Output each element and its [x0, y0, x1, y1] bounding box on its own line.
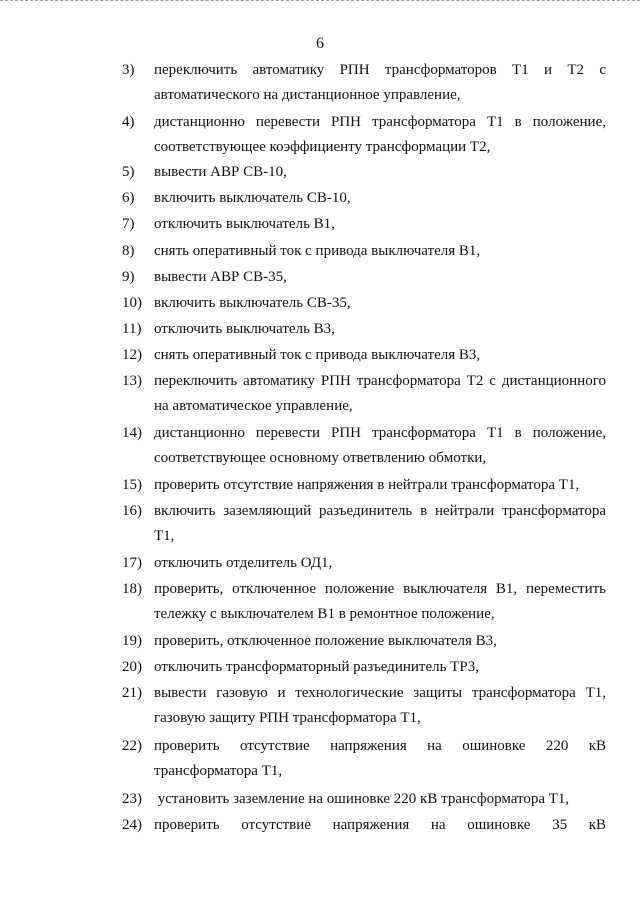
item-number: 24): [122, 817, 142, 833]
item-number: 3): [122, 62, 135, 78]
item-number: 8): [122, 243, 135, 259]
item-number: 12): [122, 347, 142, 363]
item-number: 7): [122, 216, 135, 232]
item-text-line: отключить трансформаторный разъединитель ТР3,: [154, 659, 479, 675]
item-text-line: Т1,: [154, 528, 175, 544]
item-text-line: проверить отсутствие напряжения на ошиновке 35 кВ: [154, 817, 606, 833]
item-number: 23): [122, 791, 142, 807]
item-text-line: вывести газовую и технологические защиты трансформатора Т1,: [154, 685, 606, 701]
item-number: 4): [122, 114, 135, 130]
item-text-line: проверить отсутствие напряжения на ошиновке 220 кВ: [154, 738, 606, 754]
page-top-border: [0, 0, 640, 1]
item-text-line: установить заземление на ошиновке 220 кВ трансформатора Т1,: [154, 791, 570, 807]
item-text-line: отключить отделитель ОД1,: [154, 555, 333, 571]
item-text-line: включить выключатель СВ-10,: [154, 190, 351, 206]
item-text-line: соответствующее основному ответвлению обмотки,: [154, 450, 487, 466]
item-number: 18): [122, 581, 142, 597]
item-number: 19): [122, 633, 142, 649]
item-number: 9): [122, 269, 135, 285]
page-number: 6: [316, 35, 324, 52]
item-number: 11): [122, 321, 142, 337]
item-text-line: газовую защиту РПН трансформатора Т1,: [154, 710, 421, 726]
item-text-line: переключить автоматику РПН трансформатора Т2 с дистанционного: [154, 373, 606, 389]
item-number: 13): [122, 373, 142, 389]
item-text-line: на автоматическое управление,: [154, 398, 353, 414]
item-text-line: вывести АВР СВ-35,: [154, 269, 287, 285]
item-text-line: снять оперативный ток с привода выключателя В3,: [154, 347, 481, 363]
item-number: 6): [122, 190, 135, 206]
item-text-line: трансформатора Т1,: [154, 763, 283, 779]
item-number: 16): [122, 503, 142, 519]
item-number: 21): [122, 685, 142, 701]
item-number: 10): [122, 295, 142, 311]
item-text-line: проверить отсутствие напряжения в нейтрали трансформатора Т1,: [154, 477, 580, 493]
item-text-line: соответствующее коэффициенту трансформации Т2,: [154, 139, 491, 155]
item-text-line: отключить выключатель В1,: [154, 216, 335, 232]
item-number: 20): [122, 659, 142, 675]
item-text-line: вывести АВР СВ-10,: [154, 164, 287, 180]
item-text-line: проверить, отключенное положение выключателя В1, переместить: [154, 581, 606, 597]
item-text-line: проверить, отключенное положение выключателя В3,: [154, 633, 497, 649]
item-number: 17): [122, 555, 142, 571]
item-text-line: дистанционно перевести РПН трансформатора Т1 в положение,: [154, 425, 606, 441]
item-text-line: автоматического на дистанционное управление,: [154, 87, 461, 103]
item-text-line: включить выключатель СВ-35,: [154, 295, 351, 311]
item-number: 22): [122, 738, 142, 754]
item-text-line: отключить выключатель В3,: [154, 321, 335, 337]
item-number: 15): [122, 477, 142, 493]
item-number: 14): [122, 425, 142, 441]
item-text-line: включить заземляющий разъединитель в нейтрали трансформатора: [154, 503, 606, 519]
item-text-line: переключить автоматику РПН трансформаторов Т1 и Т2 с: [154, 62, 606, 78]
item-text-line: тележку с выключателем В1 в ремонтное положение,: [154, 606, 495, 622]
item-text-line: снять оперативный ток с привода выключателя В1,: [154, 243, 481, 259]
item-number: 5): [122, 164, 135, 180]
item-text-line: дистанционно перевести РПН трансформатора Т1 в положение,: [154, 114, 606, 130]
